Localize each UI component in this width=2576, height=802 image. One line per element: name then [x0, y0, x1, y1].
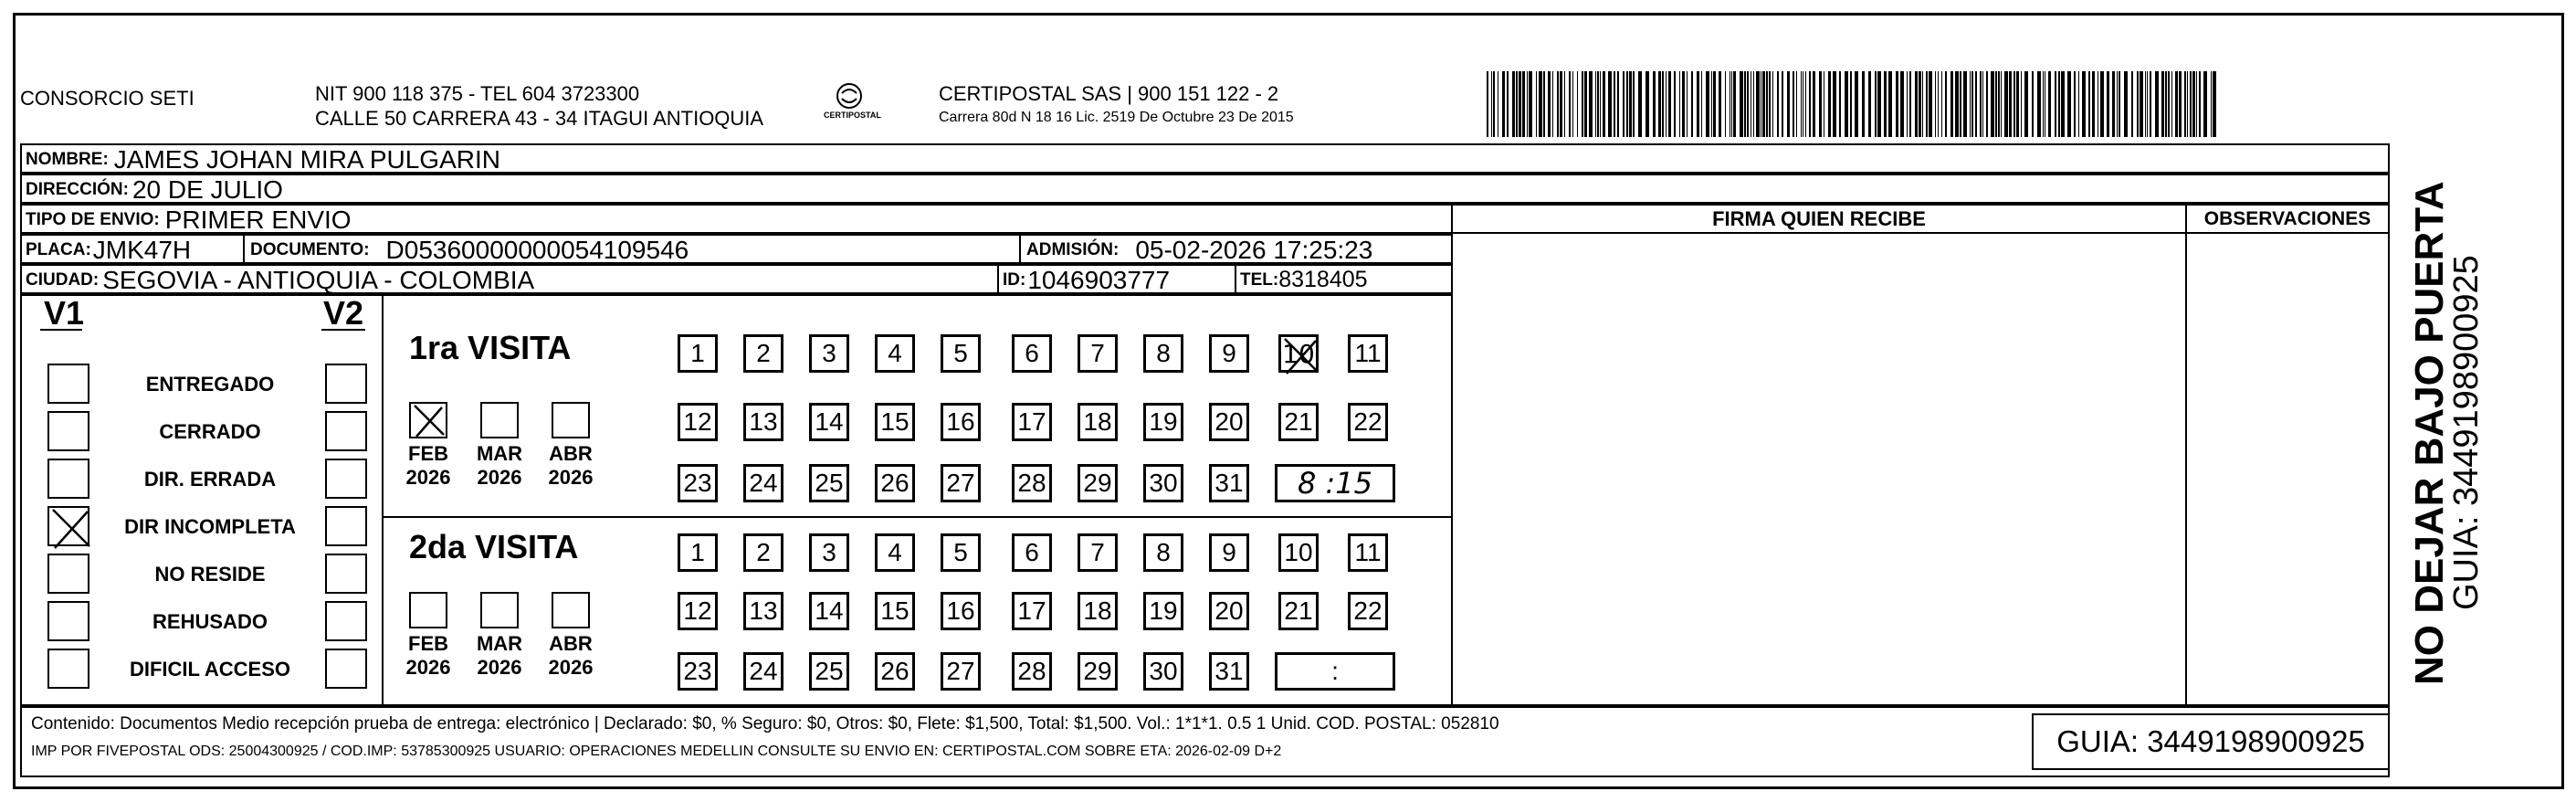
observaciones-header-text: OBSERVACIONES [2203, 207, 2371, 229]
v2-checkbox[interactable] [325, 411, 367, 451]
day-box-26[interactable]: 26 [875, 464, 915, 502]
ciudad-row [20, 264, 1453, 294]
ciudad-label: CIUDAD: [26, 269, 100, 290]
firma-header [1451, 204, 2187, 234]
day-box-31[interactable]: 31 [1209, 652, 1249, 691]
month-checkbox-feb[interactable] [409, 402, 447, 438]
status-label: ENTREGADO [145, 373, 275, 396]
v1-checkbox[interactable] [47, 364, 89, 404]
day-box-19[interactable]: 19 [1143, 592, 1183, 630]
day-box-28[interactable]: 28 [1012, 464, 1052, 502]
month-checkbox-mar[interactable] [480, 592, 519, 628]
day-box-31[interactable]: 31 [1209, 464, 1249, 502]
id-value: 1046903777 [1027, 265, 1171, 294]
day-box-22[interactable]: 22 [1348, 592, 1388, 630]
placa-row [20, 234, 1453, 264]
day-box-15[interactable]: 15 [875, 403, 915, 441]
day-box-9[interactable]: 9 [1209, 334, 1249, 373]
day-box-14[interactable]: 14 [809, 403, 849, 441]
placa-label: PLACA: [26, 239, 91, 259]
direccion-label: DIRECCIÓN: [26, 179, 129, 199]
day-box-29[interactable]: 29 [1078, 464, 1118, 502]
v1-checkbox[interactable] [47, 411, 89, 451]
day-box-10[interactable]: 10 [1278, 533, 1319, 572]
v2-checkbox[interactable] [325, 601, 367, 641]
day-box-16[interactable]: 16 [941, 403, 981, 441]
day-box-1[interactable]: 1 [678, 533, 718, 572]
v1-checkbox[interactable] [47, 506, 89, 546]
v1-checkbox[interactable] [47, 601, 89, 641]
observaciones-divider [2185, 232, 2187, 706]
day-box-20[interactable]: 20 [1209, 403, 1249, 441]
day-box-13[interactable]: 13 [743, 592, 783, 630]
day-box-27[interactable]: 27 [941, 464, 981, 502]
company-name: CONSORCIO SETI [20, 87, 195, 110]
no-dejar-warning: NO DEJAR BAJO PUERTA [2407, 181, 2452, 685]
tipo-label: TIPO DE ENVIO: [26, 209, 160, 229]
day-box-12[interactable]: 12 [678, 403, 718, 441]
day-box-18[interactable]: 18 [1078, 403, 1118, 441]
time-box[interactable]: 8 :15 [1275, 464, 1395, 502]
day-box-24[interactable]: 24 [743, 464, 783, 502]
month-label: MAR 2026 [476, 632, 523, 679]
month-label: ABR 2026 [548, 632, 594, 679]
status-divider [382, 294, 384, 706]
day-box-9[interactable]: 9 [1209, 533, 1249, 572]
day-box-21[interactable]: 21 [1278, 403, 1319, 441]
visit-divider [382, 516, 1453, 518]
tel-label: TEL: [1240, 269, 1279, 290]
documento-value: D05360000000054109546 [385, 235, 689, 264]
firma-area [1451, 204, 2390, 706]
id-label: ID: [1003, 269, 1026, 290]
day-box-29[interactable]: 29 [1078, 652, 1118, 691]
day-box-28[interactable]: 28 [1012, 652, 1052, 691]
logo-text: CERTIPOSTAL [824, 111, 881, 120]
day-box-21[interactable]: 21 [1278, 592, 1319, 630]
certipostal-line: CERTIPOSTAL SAS | 900 151 122 - 2 [939, 82, 1279, 105]
day-box-5[interactable]: 5 [941, 334, 981, 373]
day-box-1[interactable]: 1 [678, 334, 718, 373]
day-box-7[interactable]: 7 [1078, 334, 1118, 373]
observaciones-header [2185, 204, 2390, 234]
ciudad-value: SEGOVIA - ANTIOQUIA - COLOMBIA [102, 265, 535, 294]
day-box-4[interactable]: 4 [875, 334, 915, 373]
day-box-3[interactable]: 3 [809, 533, 849, 572]
v2-checkbox[interactable] [325, 554, 367, 594]
day-box-2[interactable]: 2 [743, 334, 783, 373]
day-box-5[interactable]: 5 [941, 533, 981, 572]
nombre-row [20, 143, 2390, 174]
barcode [1487, 71, 2217, 142]
status-label: CERRADO [159, 420, 261, 443]
footer-guia-text: GUIA: 3449198900925 [2056, 724, 2365, 758]
day-box-6[interactable]: 6 [1012, 533, 1052, 572]
day-box-6[interactable]: 6 [1012, 334, 1052, 373]
x-mark-icon [1279, 335, 1323, 377]
certipostal-logo [824, 80, 881, 126]
month-label: MAR 2026 [476, 442, 523, 489]
day-box-13[interactable]: 13 [743, 403, 783, 441]
status-label: DIR. ERRADA [143, 468, 277, 491]
v1-checkbox[interactable] [47, 649, 89, 689]
tipo-envio-row [20, 204, 1453, 234]
x-mark-icon [409, 402, 449, 440]
direccion-row [20, 174, 2390, 204]
v1-checkbox[interactable] [47, 459, 89, 499]
month-label: FEB 2026 [405, 632, 451, 679]
license-line: Carrera 80d N 18 16 Lic. 2519 De Octubre 23 De 2015 [939, 110, 1294, 125]
address-line: CALLE 50 CARRERA 43 - 34 ITAGUI ANTIOQUIA [315, 107, 764, 130]
day-box-30[interactable]: 30 [1143, 464, 1183, 502]
footer-guia-box [2032, 713, 2390, 770]
firma-header-text: FIRMA QUIEN RECIBE [1712, 206, 1926, 230]
day-box-19[interactable]: 19 [1143, 403, 1183, 441]
day-box-24[interactable]: 24 [743, 652, 783, 691]
visit1-title: 1ra VISITA [409, 329, 572, 366]
day-box-10[interactable]: 10 [1278, 334, 1319, 373]
day-box-7[interactable]: 7 [1078, 533, 1118, 572]
visit2-title: 2da VISITA [409, 528, 579, 565]
side-guia: GUIA: 3449198900925 [2447, 255, 2486, 610]
v2-header: V2 [323, 294, 364, 332]
month-label: ABR 2026 [548, 442, 594, 489]
status-label: REHUSADO [152, 610, 268, 633]
day-box-4[interactable]: 4 [875, 533, 915, 572]
day-box-27[interactable]: 27 [941, 652, 981, 691]
footer-contenido: Contenido: Documentos Medio recepción prueba de entrega: electrónico | Declarado: $0, % Seguro: $0, Otros: $0, Flete: $1,500, Total: $1,500. Vol.: 1*1*1. 0.5 1 Unid. COD. POSTAL: 052810 [31, 714, 1499, 733]
month-checkbox-abr[interactable] [552, 592, 590, 628]
day-box-14[interactable]: 14 [809, 592, 849, 630]
day-box-15[interactable]: 15 [875, 592, 915, 630]
v2-checkbox[interactable] [325, 459, 367, 499]
direccion-value: 20 DE JULIO [131, 174, 283, 204]
day-box-8[interactable]: 8 [1143, 533, 1183, 572]
nombre-value: JAMES JOHAN MIRA PULGARIN [113, 144, 500, 174]
day-box-18[interactable]: 18 [1078, 592, 1118, 630]
day-box-17[interactable]: 17 [1012, 592, 1052, 630]
day-box-8[interactable]: 8 [1143, 334, 1183, 373]
v1-checkbox[interactable] [47, 554, 89, 594]
v2-checkbox[interactable] [325, 649, 367, 689]
x-mark-icon [47, 506, 95, 552]
day-box-30[interactable]: 30 [1143, 652, 1183, 691]
placa-value: JMK47H [92, 235, 192, 264]
day-box-2[interactable]: 2 [743, 533, 783, 572]
status-label: DIR INCOMPLETA [124, 515, 296, 538]
day-box-26[interactable]: 26 [875, 652, 915, 691]
time-box[interactable]: : [1275, 652, 1395, 691]
day-box-17[interactable]: 17 [1012, 403, 1052, 441]
day-box-11[interactable]: 11 [1348, 334, 1388, 373]
day-box-25[interactable]: 25 [809, 652, 849, 691]
day-box-11[interactable]: 11 [1348, 533, 1388, 572]
day-box-3[interactable]: 3 [809, 334, 849, 373]
v2-checkbox[interactable] [325, 364, 367, 404]
day-box-22[interactable]: 22 [1348, 403, 1388, 441]
day-box-23[interactable]: 23 [678, 464, 718, 502]
nit-line: NIT 900 118 375 - TEL 604 3723300 [315, 82, 640, 105]
month-checkbox-mar[interactable] [480, 402, 519, 438]
day-box-16[interactable]: 16 [941, 592, 981, 630]
tel-value: 8318405 [1278, 267, 1368, 292]
day-box-20[interactable]: 20 [1209, 592, 1249, 630]
footer-imp: IMP POR FIVEPOSTAL ODS: 25004300925 / COD.IMP: 53785300925 USUARIO: OPERACIONES MEDELLIN CONSULTE SU ENVIO EN: CERTIPOSTAL.COM SOBRE ETA: 2026-02-09 D+2 [31, 744, 1282, 759]
status-label: DIFICIL ACCESO [129, 658, 290, 681]
admision-value: 05-02-2026 17:25:23 [1135, 235, 1373, 264]
v1-header: V1 [44, 294, 85, 332]
status-label: NO RESIDE [154, 563, 266, 586]
day-box-25[interactable]: 25 [809, 464, 849, 502]
month-checkbox-abr[interactable] [552, 402, 590, 438]
documento-label: DOCUMENTO: [250, 239, 370, 259]
day-box-23[interactable]: 23 [678, 652, 718, 691]
tipo-value: PRIMER ENVIO [164, 205, 352, 234]
month-label: FEB 2026 [405, 442, 451, 489]
month-checkbox-feb[interactable] [409, 592, 447, 628]
day-box-12[interactable]: 12 [678, 592, 718, 630]
v2-checkbox[interactable] [325, 506, 367, 546]
admision-label: ADMISIÓN: [1026, 239, 1120, 259]
nombre-label: NOMBRE: [26, 149, 109, 169]
